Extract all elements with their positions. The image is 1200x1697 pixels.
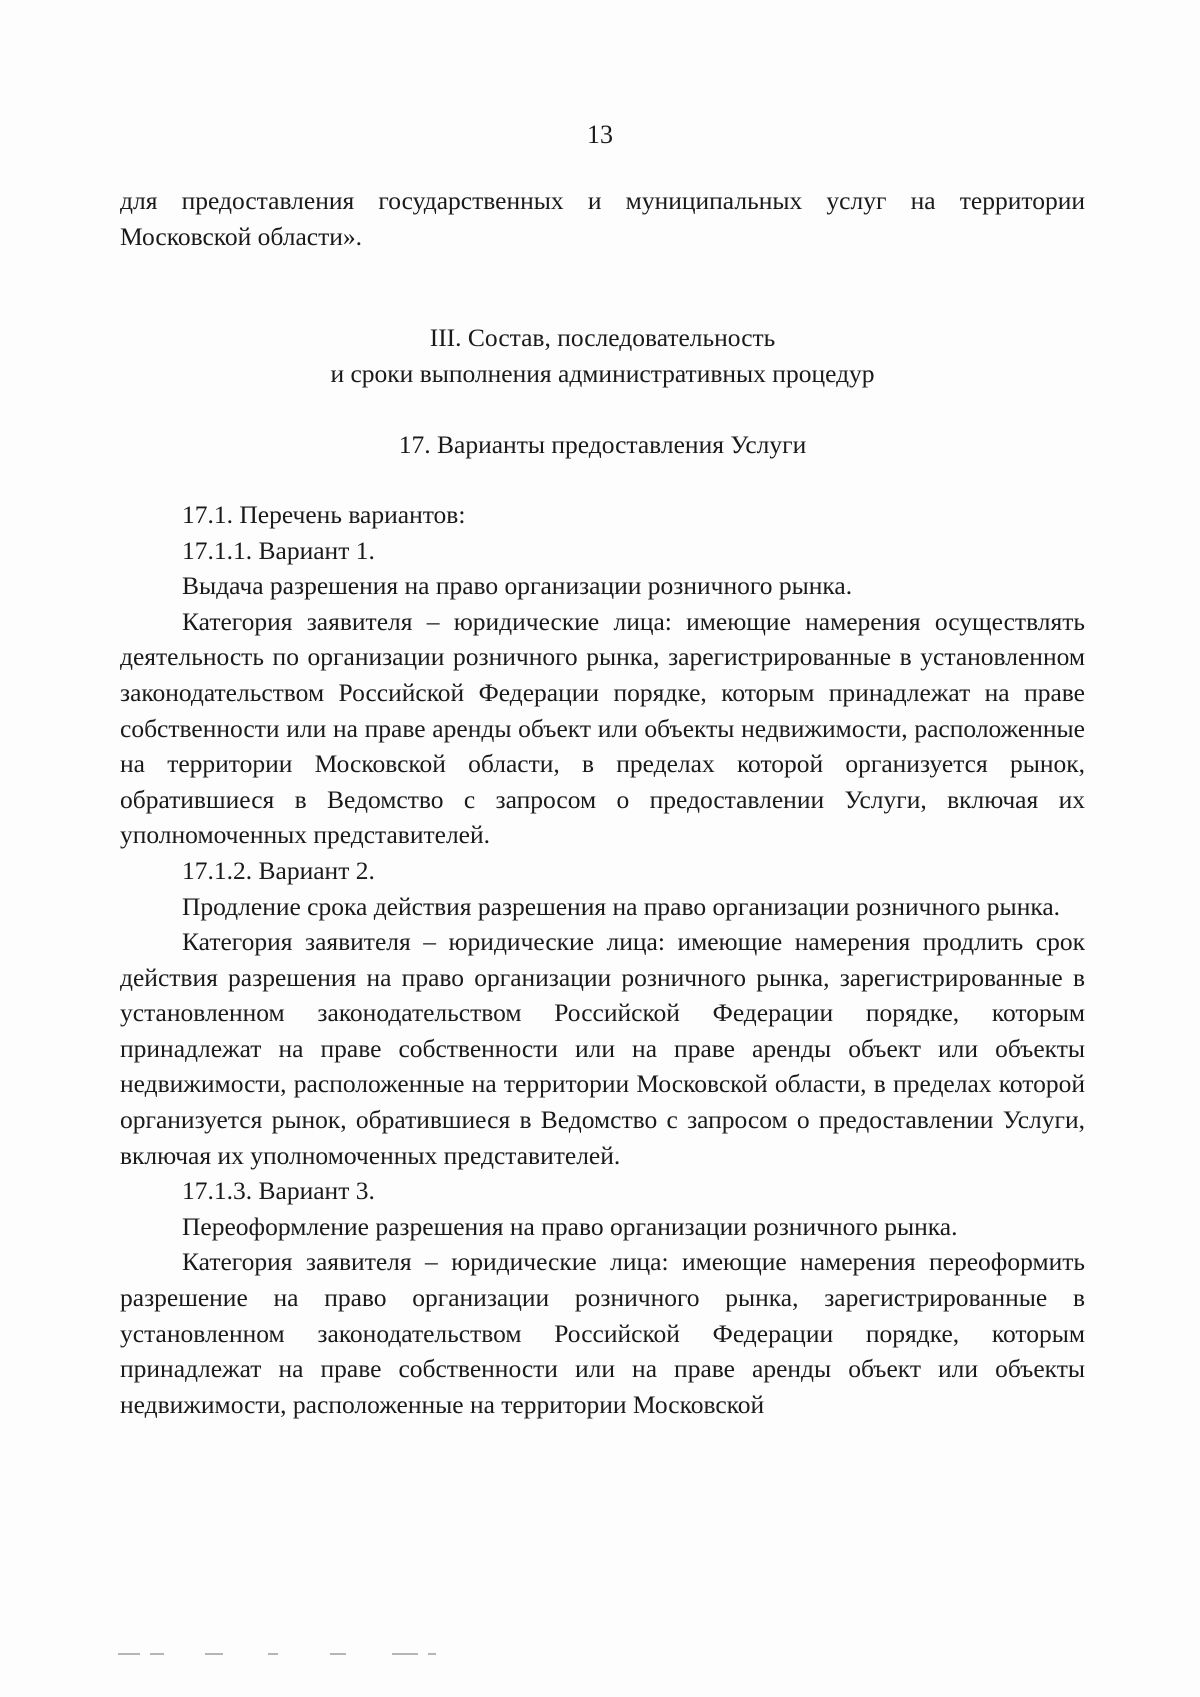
scan-artifact [150,1653,164,1655]
scan-artifact [392,1653,418,1655]
scan-artifact [268,1653,278,1655]
scan-artifact [118,1653,140,1655]
document-body [120,183,1085,1422]
variant-1-category: Категория заявителя – юридические лица: имеющие намерения осуществлять деятельность по организации розничного рынка, зарегистрированные в установленном законодательством Российской Федерации порядке, которым принадлежат на праве собственности или на праве аренды объект или объекты недвижимости, расположенные на территории Московской области, в пределах которой организуется рынок, обратившиеся в Ведомство с запросом о предоставлении Услуги, включая их уполномоченных представителей. [120,606,1085,850]
variant-2-category: Категория заявителя – юридические лица: имеющие намерения продлить срок действия разрешения на право организации розничного рынка, зарегистрированные в установленном законодательством Российской Федерации порядке, которым принадлежат на праве собственности или на праве аренды объект или объекты недвижимости, расположенные на территории Московской области, в пределах которой организуется рынок, обратившиеся в Ведомство с запросом о предоставлении Услуги, включая их уполномоченных представителей. [120,927,1085,1170]
scan-artifact [428,1653,436,1655]
variant-3-label: 17.1.3. Вариант 3. [182,1176,375,1206]
variant-3-category: Категория заявителя – юридические лица: имеющие намерения переоформить разрешение на право организации розничного рынка, зарегистрированные в установленном законодательством Российской Федерации порядке, которым принадлежат на праве собственности или на праве аренды объект или объекты недвижимости, расположенные на территории Московской [120,1247,1085,1419]
variant-2-name: Продление срока действия разрешения на право организации розничного рынка. [182,891,1061,921]
scan-artifact [205,1653,223,1655]
section-title-line-2: и сроки выполнения административных процедур [330,358,875,388]
continuation-paragraph: для предоставления государственных и муниципальных услуг на территории Московской области». [120,186,1085,251]
variant-2-label: 17.1.2. Вариант 2. [182,855,375,885]
list-title: 17.1. Перечень вариантов: [182,499,466,529]
page-number: 13 [587,120,613,149]
scan-artifact [330,1653,346,1655]
variant-3-name: Переоформление разрешения на право организации розничного рынка. [182,1211,958,1241]
variant-1-name: Выдача разрешения на право организации розничного рынка. [182,571,853,601]
subsection-title: 17. Варианты предоставления Услуги [398,430,807,460]
variant-1-label: 17.1.1. Вариант 1. [182,535,375,565]
section-title-line-1: III. Состав, последовательность [429,323,776,353]
